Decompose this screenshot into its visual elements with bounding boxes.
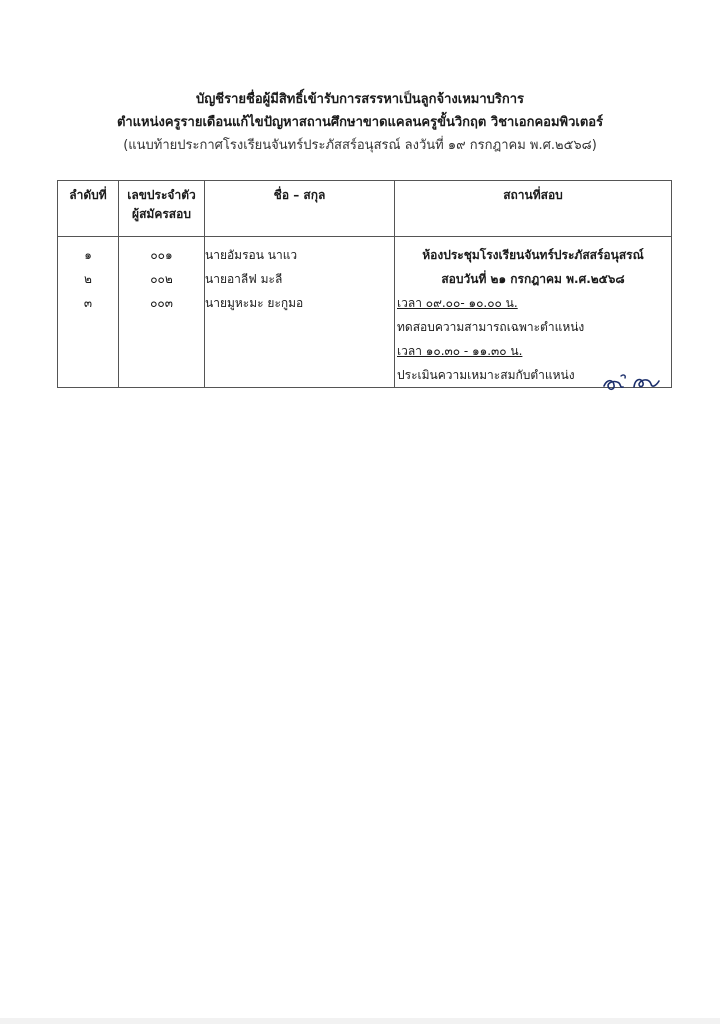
venue-time-1: เวลา ๐๙.๐๐- ๑๐.๐๐ น.: [397, 296, 518, 310]
header-order: [58, 181, 119, 237]
order-cell: [58, 237, 119, 388]
order-value: ๒: [84, 272, 92, 286]
table-row: [58, 237, 672, 388]
handwritten-signature-icon: [601, 371, 663, 393]
applicant-id-value: ๐๐๑: [150, 248, 173, 262]
candidate-name: นายอาลีฟ มะลี: [205, 272, 283, 286]
header-name-label: ชื่อ – สกุล: [273, 188, 326, 202]
candidate-table: [57, 180, 672, 388]
applicant-id-value: ๐๐๒: [150, 272, 173, 286]
header-venue-label: สถานที่สอบ: [503, 188, 563, 202]
venue-time-2: เวลา ๑๐.๓๐ - ๑๑.๓๐ น.: [397, 344, 523, 358]
venue-place: ห้องประชุมโรงเรียนจันทร์ประภัสสร์อนุสรณ์: [422, 248, 644, 262]
venue-date: สอบวันที่ ๒๑ กรกฎาคม พ.ศ.๒๕๖๘: [441, 272, 625, 286]
header-applicant-id: [119, 181, 205, 237]
page-bottom-edge: [0, 1018, 720, 1024]
header-applicant-id-line1: เลขประจำตัว: [127, 188, 196, 202]
candidate-name: นายอัมรอน นาแว: [205, 248, 298, 262]
header-name: [205, 181, 395, 237]
document-title-line1: บัญชีรายชื่อผู้มีสิทธิ์เข้ารับการสรรหาเป็นลูกจ้างเหมาบริการ: [195, 92, 525, 107]
document-title-line2: ตำแหน่งครูรายเดือนแก้ไขปัญหาสถานศึกษาขาดแคลนครูขั้นวิกฤต วิชาเอกคอมพิวเตอร์: [116, 115, 604, 130]
order-value: ๑: [84, 248, 92, 262]
header-applicant-id-line2: ผู้สมัครสอบ: [132, 207, 191, 221]
header-order-label: ลำดับที่: [69, 188, 107, 202]
venue-activity-2: ประเมินความเหมาะสมกับตำแหน่ง: [397, 368, 575, 382]
document-subtitle: (แนบท้ายประกาศโรงเรียนจันทร์ประภัสสร์อนุสรณ์ ลงวันที่ ๑๙ กรกฎาคม พ.ศ.๒๕๖๘): [123, 138, 597, 153]
applicant-id-cell: [119, 237, 205, 388]
venue-activity-1: ทดสอบความสามารถเฉพาะตำแหน่ง: [397, 320, 585, 334]
applicant-id-value: ๐๐๓: [150, 296, 173, 310]
name-cell: [205, 237, 395, 388]
header-venue: [395, 181, 672, 237]
order-value: ๓: [83, 296, 93, 310]
candidate-name: นายมูหะมะ ยะกูมอ: [205, 296, 304, 310]
table-header-row: [58, 181, 672, 237]
venue-cell: [395, 237, 672, 388]
